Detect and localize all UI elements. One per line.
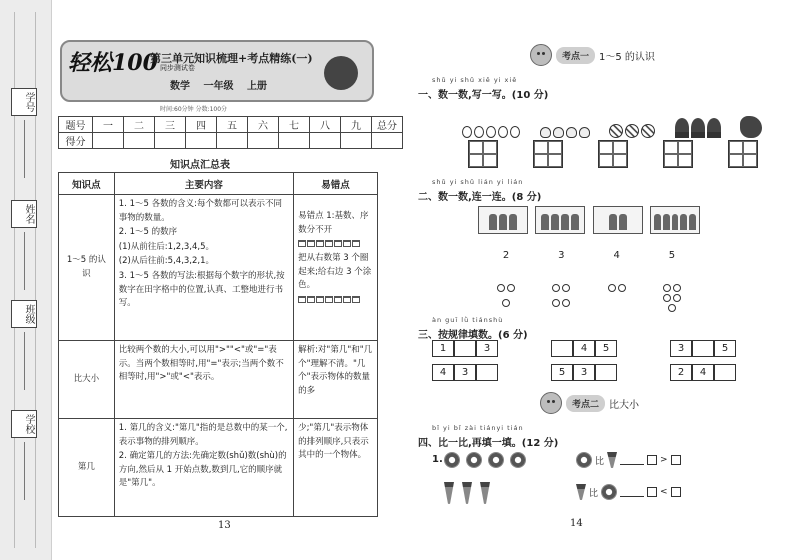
carrots-group-icon	[444, 482, 490, 504]
content-line: (2)从后往前:5,4,3,2,1。	[118, 256, 215, 267]
answer-box[interactable]	[671, 487, 681, 497]
score-cell: 六	[248, 117, 279, 133]
content-cell	[114, 419, 293, 517]
seq-cell[interactable]	[476, 364, 498, 381]
flag-row-icon	[298, 240, 373, 247]
error-line: 把从右数第 3 个圈起来;给右边 3 个涂色。	[298, 253, 372, 291]
knowledge-row	[59, 195, 378, 341]
carrot-icon	[607, 452, 617, 468]
circle-group-icon[interactable]	[605, 284, 629, 312]
operator-gt: >	[660, 455, 668, 465]
seq-cell: 2	[670, 364, 692, 381]
error-line: 易错点 1:基数、序数分不开	[298, 211, 369, 235]
score-cell: 一	[93, 117, 124, 133]
score-input[interactable]	[372, 133, 403, 149]
score-header-row	[59, 117, 403, 133]
seq-cell: 5	[714, 340, 736, 357]
compare-word: 比	[595, 456, 605, 467]
error-line: 少;"第几"表示物体的排列顺序,只表示其中的一个物体。	[298, 423, 369, 461]
score-cell: 题号	[59, 117, 93, 133]
knowledge-table	[58, 172, 378, 517]
flower-icon	[576, 452, 592, 468]
number-sequence	[432, 364, 498, 381]
exam-meta: 时间:60分钟 分数:100分	[160, 106, 228, 113]
score-cell: 四	[186, 117, 217, 133]
content-line: 1. 第几的含义:"第几"指的是总数中的某一个,表示事物的排列顺序。	[118, 423, 288, 447]
binding-field-student-id	[6, 88, 42, 178]
circle-group-icon[interactable]	[549, 284, 573, 312]
match-number[interactable]: 2	[502, 250, 510, 261]
ball-group-icon	[609, 124, 655, 138]
match-number[interactable]: 5	[668, 250, 676, 261]
binding-field-name	[6, 200, 42, 290]
seq-cell: 3	[476, 340, 498, 357]
score-input[interactable]	[341, 133, 372, 149]
flower-group-icon	[675, 118, 721, 138]
summary-heading: 知识点汇总表	[170, 160, 230, 171]
score-cell: 八	[310, 117, 341, 133]
kaodian-header	[530, 44, 655, 66]
topic-cell: 比大小	[59, 341, 115, 419]
content-line: 1. 1～5 各数的含义:每个数都可以表示不同事物的数量。	[118, 199, 282, 223]
content-cell	[114, 195, 293, 341]
seq-cell[interactable]	[454, 340, 476, 357]
seq-cell: 4	[692, 364, 714, 381]
score-input[interactable]	[124, 133, 155, 149]
binding-field-label: 学号	[11, 88, 37, 116]
binding-field-label: 学校	[11, 410, 37, 438]
pinyin-line: shǔ yi shǔ xiě yi xiě	[432, 76, 518, 84]
knowledge-header-row	[59, 173, 378, 195]
seq-cell: 1	[432, 340, 454, 357]
seq-cell: 5	[595, 340, 617, 357]
seq-cell: 3	[454, 364, 476, 381]
answer-box[interactable]	[647, 487, 657, 497]
score-cell: 二	[124, 117, 155, 133]
number-sequence	[432, 340, 498, 357]
mascot-face-icon	[540, 392, 562, 414]
content-line: 比较两个数的大小,可以用">""<"或"="表示。当两个数相等时,用"="表示;当两个数不相等时,用">"或"<"表示。	[118, 345, 284, 383]
score-cell: 九	[341, 117, 372, 133]
answer-box[interactable]	[671, 455, 681, 465]
number-sequence	[670, 340, 736, 357]
seq-cell[interactable]	[551, 340, 573, 357]
error-line: 解析:对"第几"和"几个"理解不清。"几个"表示物体的数量的多	[298, 345, 373, 396]
seq-cell: 3	[573, 364, 595, 381]
compare-word: 比	[589, 488, 599, 499]
score-table	[58, 116, 403, 149]
sequence-row	[432, 364, 736, 381]
apple-group-icon	[462, 126, 520, 138]
content-line: 3. 1～5 各数的写法:根据每个数字的形状,按数字在田字格中的位置,认真、工整地进行书写。	[118, 270, 285, 309]
content-cell	[114, 341, 293, 419]
flag-row-icon	[298, 296, 373, 303]
seq-cell: 4	[573, 340, 595, 357]
kaodian-header	[540, 392, 639, 414]
question-title: 二、数一数,连一连。(8 分)	[418, 192, 542, 203]
writing-grids	[468, 140, 758, 168]
kaodian-badge: 考点一	[556, 47, 595, 64]
topic-cell: 第几	[59, 419, 115, 517]
answer-grid[interactable]	[468, 140, 498, 168]
kaodian-badge: 考点二	[566, 395, 605, 412]
item-number: 1.	[432, 454, 443, 465]
topic-cell: 1～5 的认识	[59, 195, 115, 341]
answer-box[interactable]	[647, 455, 657, 465]
peach-group-icon	[540, 127, 590, 138]
column-header: 易错点	[294, 173, 378, 195]
number-sequence	[551, 364, 617, 381]
score-value-row	[59, 133, 403, 149]
number-sequence	[551, 340, 617, 357]
knowledge-row	[59, 419, 378, 517]
matching-pictures	[478, 206, 700, 234]
answer-grid[interactable]	[533, 140, 563, 168]
sequence-row	[432, 340, 736, 357]
matching-numbers	[496, 250, 682, 261]
kaodian-title: 比大小	[609, 399, 640, 411]
seq-cell[interactable]	[595, 364, 617, 381]
mascot-face-icon	[530, 44, 552, 66]
compare-row	[576, 452, 681, 468]
score-input[interactable]	[155, 133, 186, 149]
answer-grid[interactable]	[663, 140, 693, 168]
mascot-icon	[324, 56, 358, 90]
match-number[interactable]: 4	[613, 250, 620, 261]
question-title: 一、数一数,写一写。(10 分)	[418, 90, 549, 101]
page-number: 13	[218, 520, 231, 531]
score-cell: 三	[155, 117, 186, 133]
children-picture-icon[interactable]	[478, 206, 528, 234]
lanterns-picture-icon[interactable]	[535, 206, 585, 234]
score-input[interactable]	[93, 133, 124, 149]
binding-field-school	[6, 410, 42, 500]
question-title: 三、按规律填数。(6 分)	[418, 330, 528, 341]
score-input[interactable]	[279, 133, 310, 149]
binding-margin	[0, 0, 52, 560]
content-line: 2. 1～5 的数序	[118, 227, 178, 238]
count-pictures	[462, 102, 762, 138]
seq-cell: 3	[670, 340, 692, 357]
page-subtitle: 数学 一年级 上册	[170, 81, 267, 92]
seq-cell: 4	[432, 364, 454, 381]
hen-icon	[740, 116, 762, 138]
score-cell: 五	[217, 117, 248, 133]
content-line: (1)从前往后:1,2,3,4,5。	[118, 241, 215, 252]
error-cell	[294, 419, 378, 517]
match-number[interactable]: 3	[558, 250, 565, 261]
column-header: 主要内容	[114, 173, 293, 195]
question-title: 四、比一比,再填一填。(12 分)	[418, 438, 559, 449]
error-cell	[294, 341, 378, 419]
kaodian-title: 1～5 的认识	[599, 51, 655, 63]
page-title: 第三单元知识梳理+考点精练(一)	[150, 52, 313, 65]
score-input[interactable]	[186, 133, 217, 149]
circle-group-icon[interactable]	[494, 284, 518, 312]
column-header: 知识点	[59, 173, 115, 195]
pinyin-line: shǔ yi shǔ lián yi lián	[432, 178, 524, 186]
page-number: 14	[570, 518, 583, 529]
seq-cell[interactable]	[714, 364, 736, 381]
seq-cell[interactable]	[692, 340, 714, 357]
pinyin-line: bǐ yi bǐ zài tiányi tián	[432, 424, 524, 432]
error-cell	[294, 195, 378, 341]
carrot-icon	[576, 484, 586, 500]
chairs-picture-icon[interactable]	[650, 206, 700, 234]
score-input[interactable]	[217, 133, 248, 149]
answer-grid[interactable]	[598, 140, 628, 168]
matching-circles	[494, 284, 684, 312]
answer-grid[interactable]	[728, 140, 758, 168]
flowers-group-icon	[444, 452, 526, 468]
compare-row	[576, 484, 681, 500]
binding-field-class	[6, 300, 42, 390]
score-cell: 总分	[372, 117, 403, 133]
score-input[interactable]	[248, 133, 279, 149]
score-cell: 七	[279, 117, 310, 133]
brand-logo: 轻松100 同步测试卷	[68, 50, 195, 76]
binding-field-label: 姓名	[11, 200, 37, 228]
circle-group-icon[interactable]	[660, 284, 684, 312]
pinyin-line: àn guī lǜ tiánshù	[432, 316, 504, 324]
binding-field-label: 班级	[11, 300, 37, 328]
seq-cell: 5	[551, 364, 573, 381]
score-input[interactable]	[310, 133, 341, 149]
number-sequence	[670, 364, 736, 381]
backpacks-picture-icon[interactable]	[593, 206, 643, 234]
content-line: 2. 确定第几的方法:先确定数(shǔ)数(shù)的方向,然后从 1 开始点数,数到几,它的顺序就是"第几"。	[118, 451, 287, 489]
flower-icon	[601, 484, 617, 500]
operator-lt: <	[660, 487, 668, 497]
knowledge-row	[59, 341, 378, 419]
score-cell: 得分	[59, 133, 93, 149]
